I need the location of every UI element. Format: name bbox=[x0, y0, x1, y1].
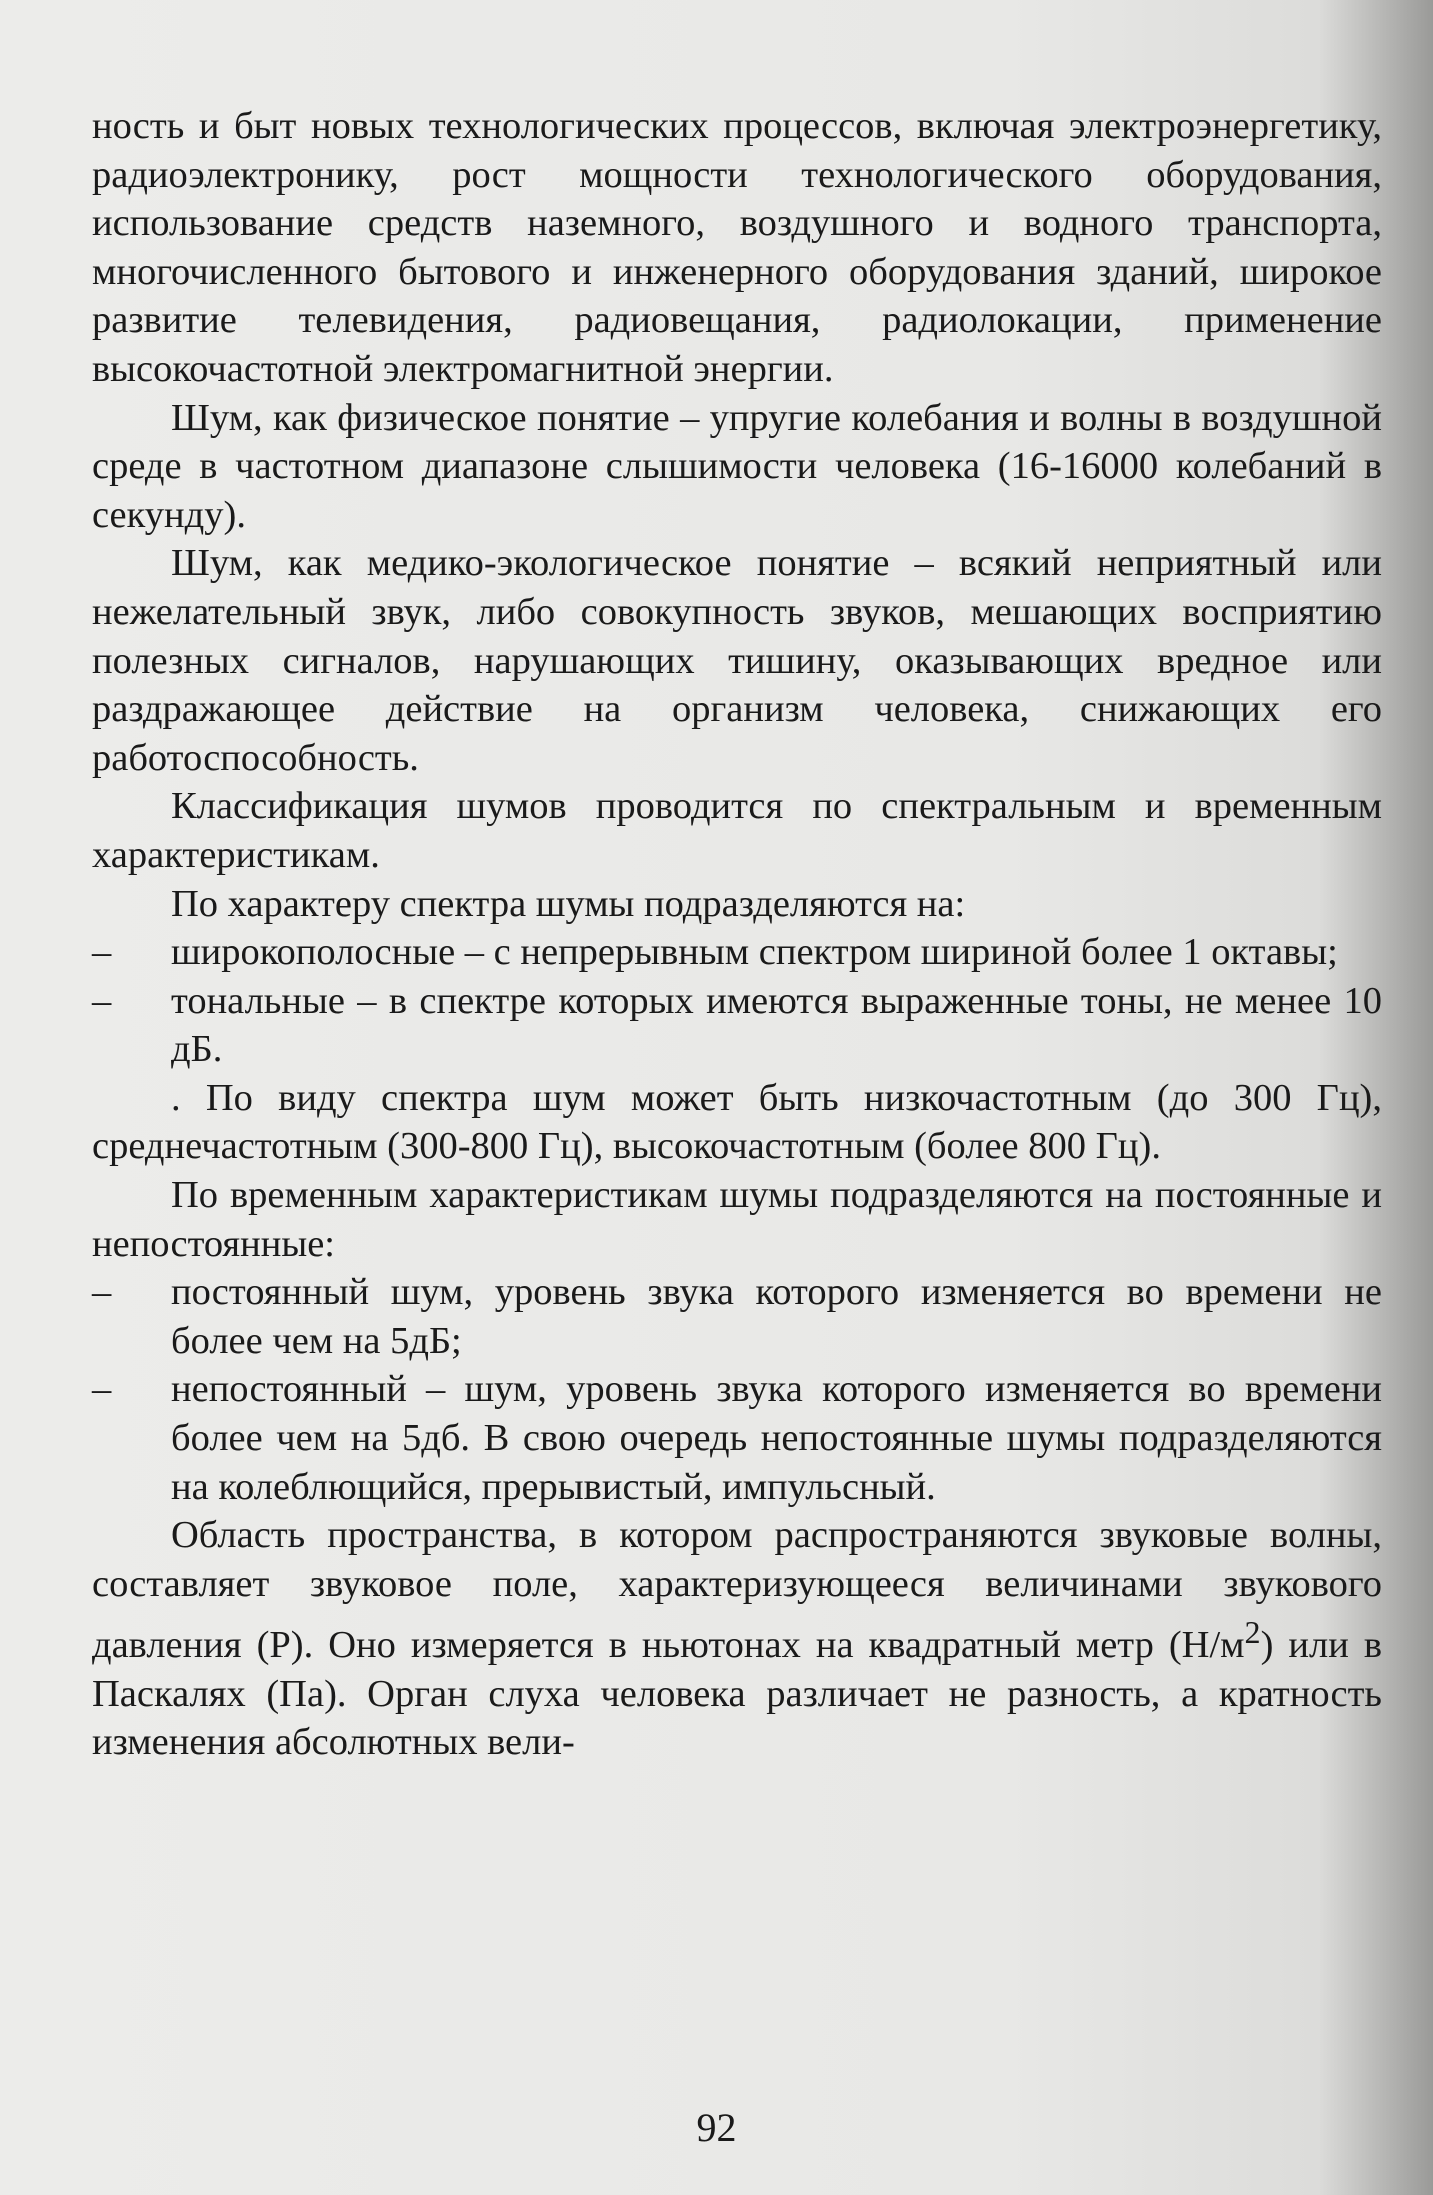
dash-marker: – bbox=[92, 1368, 112, 1411]
superscript-two: 2 bbox=[1244, 1614, 1261, 1651]
list-item-constant bbox=[92, 1268, 1382, 1365]
paragraph-temporal-intro: По временным характеристикам шумы подразделяются на постоянные и непостоянные: bbox=[92, 1174, 1382, 1265]
list-item-nonconstant bbox=[92, 1365, 1382, 1511]
list-item-text: тональные – в спектре которых имеются выраженные тоны, не менее 10 дБ. bbox=[171, 979, 1382, 1071]
paragraph-spectrum-intro: По характеру спектра шумы подразделяются на: bbox=[171, 882, 966, 925]
page-body bbox=[92, 102, 1382, 1767]
paragraph-noise-physical: Шум, как физическое понятие – упругие колебания и волны в воздушной среде в частотном диапазоне слышимости человека (16-16000 колебаний в секунду). bbox=[92, 396, 1382, 536]
paragraph-spectrum-type: . По виду спектра шум может быть низкочастотным (до 300 Гц), среднечастотным (300-800 Гц), высокочастотным (более 800 Гц). bbox=[92, 1076, 1382, 1168]
list-item-text: непостоянный – шум, уровень звука которого изменяется во времени более чем на 5дб. В свою очередь непостоянные шумы подразделяются на колеблющийся, прерывистый, импульсный. bbox=[171, 1368, 1382, 1508]
sound-field-text-end: ) или в Паскалях (Па). Орган слуха человека различает не разность, а кратность изменения абсолютных вели- bbox=[92, 1624, 1382, 1764]
list-item-text: широкополосные – с непрерывным спектром шириной более 1 октавы; bbox=[171, 931, 1338, 974]
paragraph-sound-field bbox=[92, 1511, 1382, 1767]
paragraph-continuation: ность и быт новых технологических процессов, включая электроэнергетику, радиоэлектронику, рост мощности технологического оборудования, использование средств наземного, воздушного и водного транспорта, многочисленного бытового и инженерного оборудования зданий, широкое развитие телевидения, радиовещания, радиолокации, применение высокочастотной электромагнитной энергии. bbox=[92, 105, 1382, 390]
list-item-broadband bbox=[92, 928, 1382, 977]
page-number: 92 bbox=[696, 2105, 737, 2150]
dash-marker: – bbox=[92, 1271, 112, 1314]
sound-field-text-start: Область пространства, в котором распространяются звуковые волны, составляет звуковое поле, характеризующееся величинами звукового давления (Р). Оно измеряется в ньютонах на квадратный метр (Н/м bbox=[92, 1514, 1382, 1667]
paragraph-classification: Классификация шумов проводится по спектральным и временным характеристикам. bbox=[92, 785, 1382, 876]
dash-marker: – bbox=[92, 979, 112, 1022]
list-item-text: постоянный шум, уровень звука которого изменяется во времени не более чем на 5дБ; bbox=[171, 1271, 1382, 1362]
paragraph-noise-medical: Шум, как медико-экологическое понятие – всякий неприятный или нежелательный звук, либо совокупность звуков, мешающих восприятию полезных сигналов, нарушающих тишину, оказывающих вредное или раздражающее действие на организм человека, снижающих его работоспособность. bbox=[92, 542, 1382, 779]
dash-marker: – bbox=[92, 931, 112, 974]
list-item-tonal bbox=[92, 977, 1382, 1074]
